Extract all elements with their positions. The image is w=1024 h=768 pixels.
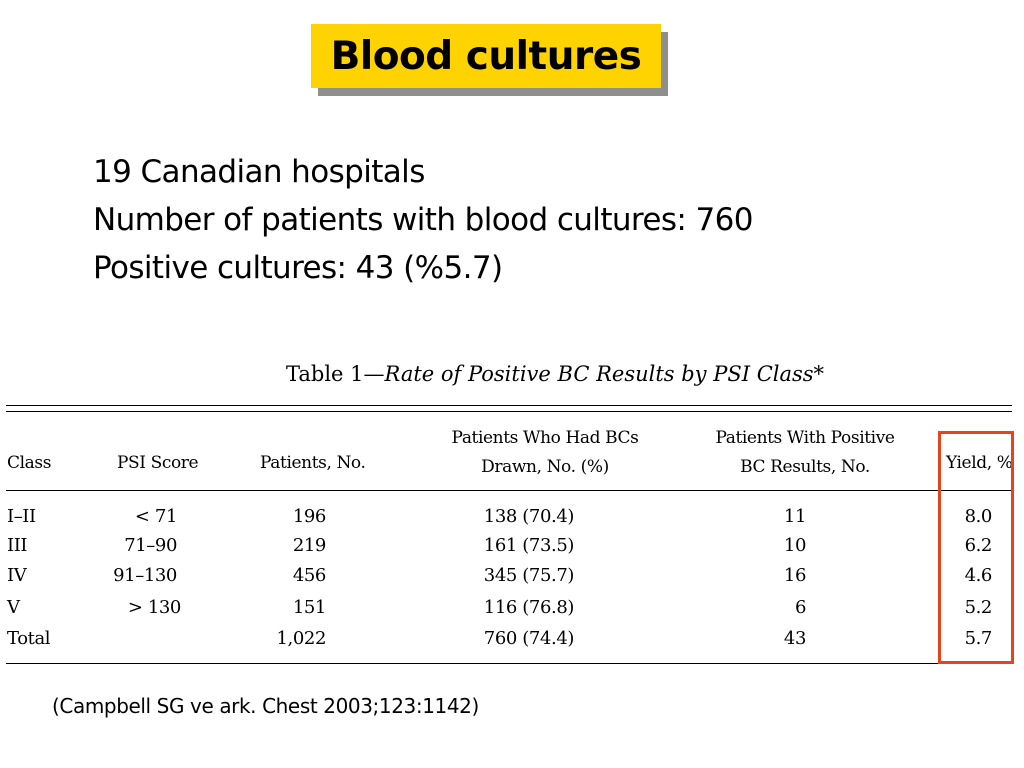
cell-yield: 5.7: [964, 628, 992, 649]
cell-psi: < 71: [134, 506, 177, 527]
header-drawn-line2: Drawn, No. (%): [481, 457, 609, 477]
slide-title: Blood cultures: [311, 24, 661, 88]
table-caption: [286, 362, 824, 386]
cell-drawn: 138 (70.4): [483, 506, 574, 527]
table-caption-title: Rate of Positive BC Results by PSI Class*: [384, 362, 825, 386]
cell-drawn: 116 (76.8): [483, 597, 574, 618]
header-class: Class: [7, 453, 52, 473]
cell-patients: 219: [292, 535, 326, 556]
intro-line-patients: Number of patients with blood cultures: 760: [93, 202, 753, 238]
cell-positive: 43: [783, 628, 806, 649]
table-caption-prefix: Table 1—: [286, 362, 385, 386]
cell-psi: > 130: [127, 597, 181, 618]
header-psi-score: PSI Score: [117, 453, 199, 473]
header-positive: [700, 424, 910, 482]
cell-class: III: [7, 535, 28, 556]
cell-positive: 11: [783, 506, 806, 527]
cell-drawn: 760 (74.4): [483, 628, 574, 649]
yield-column-highlight: [938, 431, 1014, 664]
header-positive-line2: BC Results, No.: [740, 457, 870, 477]
cell-class: IV: [7, 565, 27, 586]
header-positive-line1: Patients With Positive: [715, 428, 895, 448]
table-top-rule: [6, 405, 1012, 406]
header-drawn-line1: Patients Who Had BCs: [451, 428, 639, 448]
cell-yield: 4.6: [964, 565, 992, 586]
cell-positive: 16: [783, 565, 806, 586]
intro-text: [93, 148, 753, 292]
intro-line-hospitals: 19 Canadian hospitals: [93, 154, 425, 190]
cell-drawn: 345 (75.7): [483, 565, 574, 586]
header-yield: Yield, %: [946, 453, 1013, 473]
cell-yield: 8.0: [964, 506, 992, 527]
cell-psi: 71–90: [124, 535, 177, 556]
cell-patients: 456: [292, 565, 326, 586]
table-bottom-rule: [6, 663, 1012, 664]
header-drawn: [440, 424, 650, 482]
cell-positive: 6: [794, 597, 806, 618]
header-patients: Patients, No.: [260, 453, 366, 473]
table-top-rule-2: [6, 411, 1012, 412]
table-header-rule: [6, 490, 1012, 491]
cell-drawn: 161 (73.5): [483, 535, 574, 556]
cell-yield: 6.2: [964, 535, 992, 556]
cell-class: I–II: [7, 506, 36, 527]
cell-patients: 151: [292, 597, 326, 618]
cell-yield: 5.2: [964, 597, 992, 618]
cell-class: Total: [7, 628, 51, 649]
cell-positive: 10: [783, 535, 806, 556]
citation: (Campbell SG ve ark. Chest 2003;123:1142): [52, 694, 479, 718]
cell-psi: 91–130: [113, 565, 177, 586]
cell-patients: 1,022: [276, 628, 326, 649]
cell-class: V: [7, 597, 20, 618]
intro-line-positive: Positive cultures: 43 (%5.7): [93, 250, 503, 286]
cell-patients: 196: [292, 506, 326, 527]
